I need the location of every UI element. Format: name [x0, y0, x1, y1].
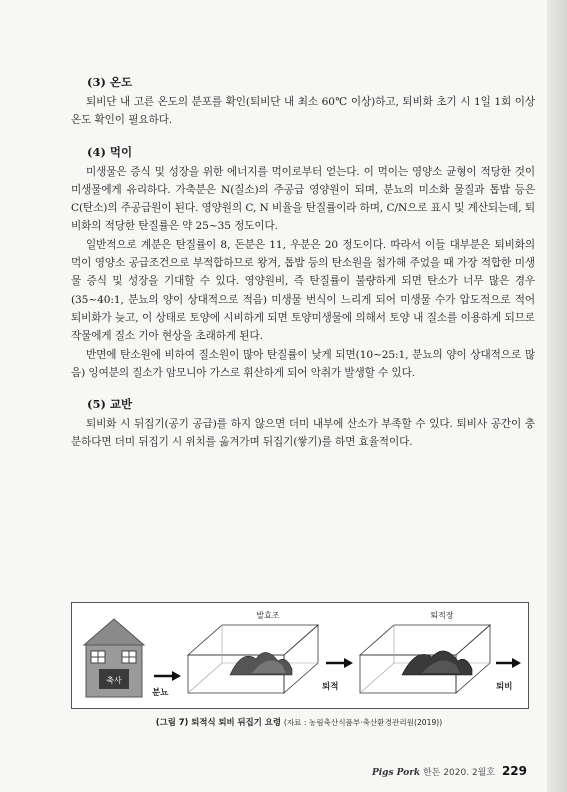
- section-food: [71, 144, 535, 383]
- caption-main: (그림 7) 퇴적식 퇴비 뒤집기 요령: [155, 717, 281, 727]
- arrow-right-icon: [154, 671, 181, 681]
- paragraph: 일반적으로 계분은 탄질률이 8, 돈분은 11, 우분은 20 정도이다. 따라서 이들 대부분은 퇴비화의 먹이 영양소 공급조건으로 부적합하므로 왕겨, 톱밥 등의 탄소원을 첨가해 주었을 때 가장 적합한 미생물 증식 및 성장을 기대할 수 있다. 영양원비, 즉 탄질률이 불량하게 되면 탄소가 너무 많은 경우(35~40:1, 분뇨의 양이 상대적으로 적음) 미생물 번식이 느리게 되어 미생물 수가 압도적으로 적어 퇴비화가 늦고, 이 상태로 토양에 시비하게 되면 토양미생물에 의해서 토양 내 질소를 이용하게 되므로 작물에게 질소 기아 현상을 초래하게 된다.: [71, 238, 535, 343]
- storage-box: [360, 625, 490, 693]
- compost-label: 퇴비: [496, 682, 513, 692]
- barn-label: 축사: [106, 676, 122, 685]
- compost-turning-figure: [71, 602, 529, 709]
- issue-date: 2020. 2월호: [443, 768, 496, 778]
- paragraph: 퇴비화 시 뒤집기(공기 공급)를 하지 않으면 더미 내부에 산소가 부족할 수 있다. 퇴비사 공간이 충분하다면 더미 뒤집기 시 위치를 옮겨가며 뒤집기(쌓기)를 하면 효율적이다.: [71, 418, 535, 449]
- paragraph: 반면에 탄소원에 비하여 질소원이 많아 탄질률이 낮게 되면(10~25:1, 분뇨의 양이 상대적으로 많음) 잉여분의 질소가 암모니아 가스로 휘산하게 되어 악취가 발생할 수 있다.: [71, 348, 535, 379]
- storage-label: 퇴적장: [430, 611, 454, 620]
- section-title-food: (4) 먹이: [87, 144, 133, 159]
- fermenter-box: [188, 625, 318, 693]
- pile-label: 퇴적: [322, 682, 339, 692]
- fermenter-label: 발효조: [256, 611, 280, 620]
- article-body: [71, 74, 535, 452]
- magazine-name: 한돈: [423, 768, 441, 778]
- paragraph: 퇴비단 내 고른 온도의 분포를 확인(퇴비단 내 최소 60℃ 이상)하고, 퇴비화 초기 시 1일 1회 이상 온도 확인이 필요하다.: [71, 96, 535, 127]
- page-binding-edge: [547, 0, 567, 792]
- manure-label: 분뇨: [152, 688, 169, 698]
- page-number: 229: [501, 764, 527, 778]
- figure-illustration: [72, 603, 528, 708]
- figure-caption: [71, 716, 527, 728]
- section-temperature: [71, 74, 535, 130]
- barn-icon: [84, 619, 144, 697]
- arrow-right-icon: [326, 658, 353, 668]
- page-footer: [372, 764, 527, 778]
- caption-source: (자료 : 농림축산식품부·축산환경관리원(2019)): [283, 718, 443, 727]
- arrow-right-icon: [496, 658, 521, 668]
- section-mixing: [71, 396, 535, 452]
- section-title-temperature: (3) 온도: [87, 75, 133, 89]
- paragraph: 미생물은 증식 및 성장을 위한 에너지를 먹이로부터 얻는다. 이 먹이는 영양소 균형이 적당한 것이 미생물에게 유리하다. 가축분은 N(질소)의 주공급 영양원이 되며, 분뇨의 미소화 물질과 톱밥 등은 C(탄소)의 주공급원이 된다. 영양원의 C, N 비율을 탄질률이라 하며, C/N으로 표시 및 계산되는데, 퇴비화의 적당한 탄질률은 약 25~35 정도이다.: [71, 165, 535, 233]
- magazine-logo: Pigs Pork: [371, 768, 421, 778]
- section-title-mixing: (5) 교반: [87, 397, 133, 412]
